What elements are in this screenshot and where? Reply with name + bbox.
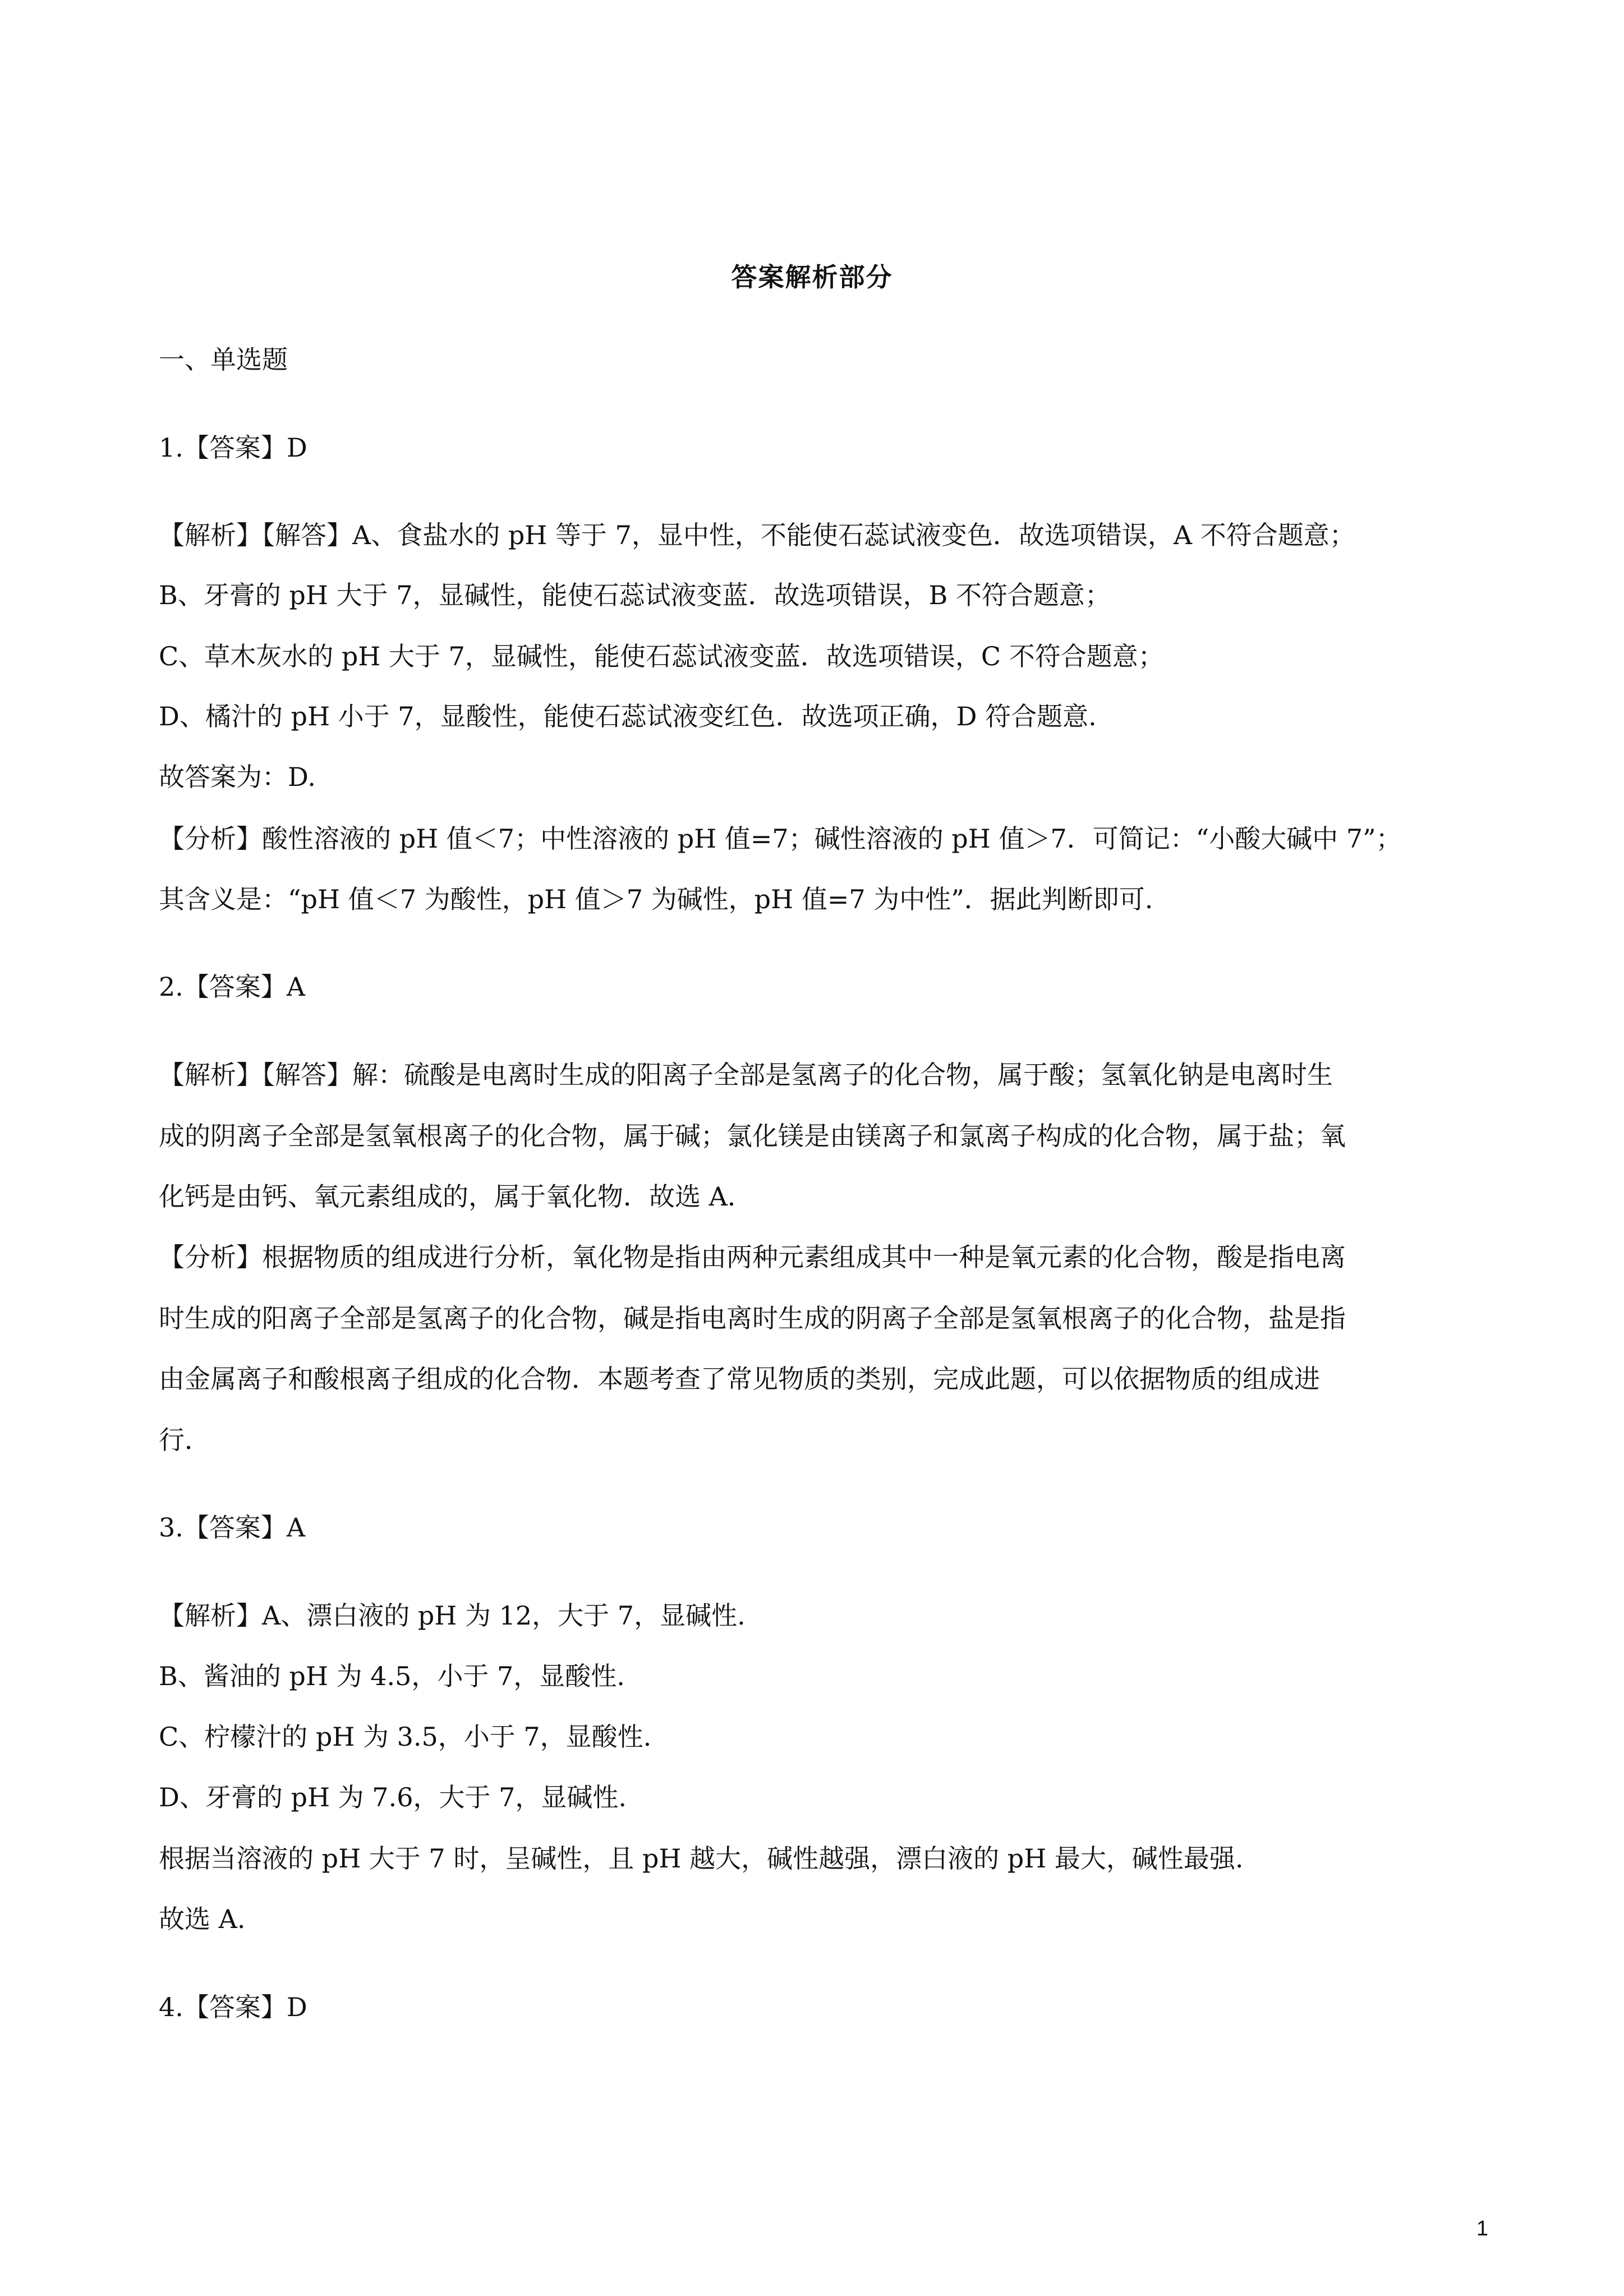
q3-line: B、酱油的 pH 为 4.5，小于 7，显酸性. bbox=[159, 1661, 625, 1691]
q2-analysis-line: 【分析】根据物质的组成进行分析，氧化物是指由两种元素组成其中一种是氧元素的化合物，酸是指电离 bbox=[159, 1242, 1346, 1272]
section-heading: 一、单选题 bbox=[159, 344, 288, 375]
q2-line: 成的阴离子全部是氢氧根离子的化合物，属于碱；氯化镁是由镁离子和氯离子构成的化合物，属于盐；氧 bbox=[159, 1121, 1346, 1151]
q2-line: 化钙是由钙、氧元素组成的，属于氧化物．故选 A． bbox=[159, 1181, 753, 1212]
q1-line: C、草木灰水的 pH 大于 7，显碱性，能使石蕊试液变蓝．故选项错误，C 不符合题意； bbox=[159, 641, 1164, 671]
page-number: 1 bbox=[1476, 2217, 1489, 2240]
q2-answer: 2.【答案】A bbox=[159, 972, 306, 1002]
q3-line: 根据当溶液的 pH 大于 7 时，呈碱性，且 pH 越大，碱性越强，漂白液的 pH 最大，碱性最强. bbox=[159, 1843, 1244, 1874]
q1-analysis-line: 其含义是：“pH 值＜7 为酸性，pH 值＞7 为碱性，pH 值=7 为中性”．据此判断即可. bbox=[159, 884, 1153, 914]
q2-analysis-line: 由金属离子和酸根离子组成的化合物．本题考查了常见物质的类别，完成此题，可以依据物质的组成进 bbox=[159, 1364, 1320, 1394]
q2-line: 【解析】【解答】解：硫酸是电离时生成的阳离子全部是氢离子的化合物，属于酸；氢氧化钠是电离时生 bbox=[159, 1060, 1333, 1090]
q3-line: D、牙膏的 pH 为 7.6，大于 7，显碱性. bbox=[159, 1782, 627, 1812]
q3-line: 【解析】A、漂白液的 pH 为 12，大于 7，显碱性. bbox=[159, 1600, 746, 1631]
q1-line: 故答案为：D. bbox=[159, 762, 316, 792]
q4-answer: 4.【答案】D bbox=[159, 1992, 307, 2022]
q2-analysis-line: 时生成的阳离子全部是氢离子的化合物，碱是指电离时生成的阴离子全部是氢氧根离子的化合物，盐是指 bbox=[159, 1303, 1346, 1333]
q1-answer: 1.【答案】D bbox=[159, 432, 307, 463]
page-title: 答案解析部分 bbox=[731, 262, 893, 292]
q1-analysis-line: 【分析】酸性溶液的 pH 值＜7；中性溶液的 pH 值=7；碱性溶液的 pH 值＞7．可简记：“小酸大碱中 7”； bbox=[159, 823, 1402, 854]
q1-line: 【解析】【解答】A、食盐水的 pH 等于 7，显中性，不能使石蕊试液变色．故选项错误，A 不符合题意； bbox=[159, 520, 1355, 550]
q1-line: D、橘汁的 pH 小于 7，显酸性，能使石蕊试液变红色．故选项正确，D 符合题意. bbox=[159, 701, 1097, 731]
q3-line: C、柠檬汁的 pH 为 3.5，小于 7，显酸性. bbox=[159, 1722, 652, 1752]
q3-answer: 3.【答案】A bbox=[159, 1512, 306, 1543]
q3-line: 故选 A. bbox=[159, 1904, 246, 1934]
q2-analysis-line: 行． bbox=[159, 1425, 210, 1455]
q1-line: B、牙膏的 pH 大于 7，显碱性，能使石蕊试液变蓝．故选项错误，B 不符合题意； bbox=[159, 580, 1111, 610]
